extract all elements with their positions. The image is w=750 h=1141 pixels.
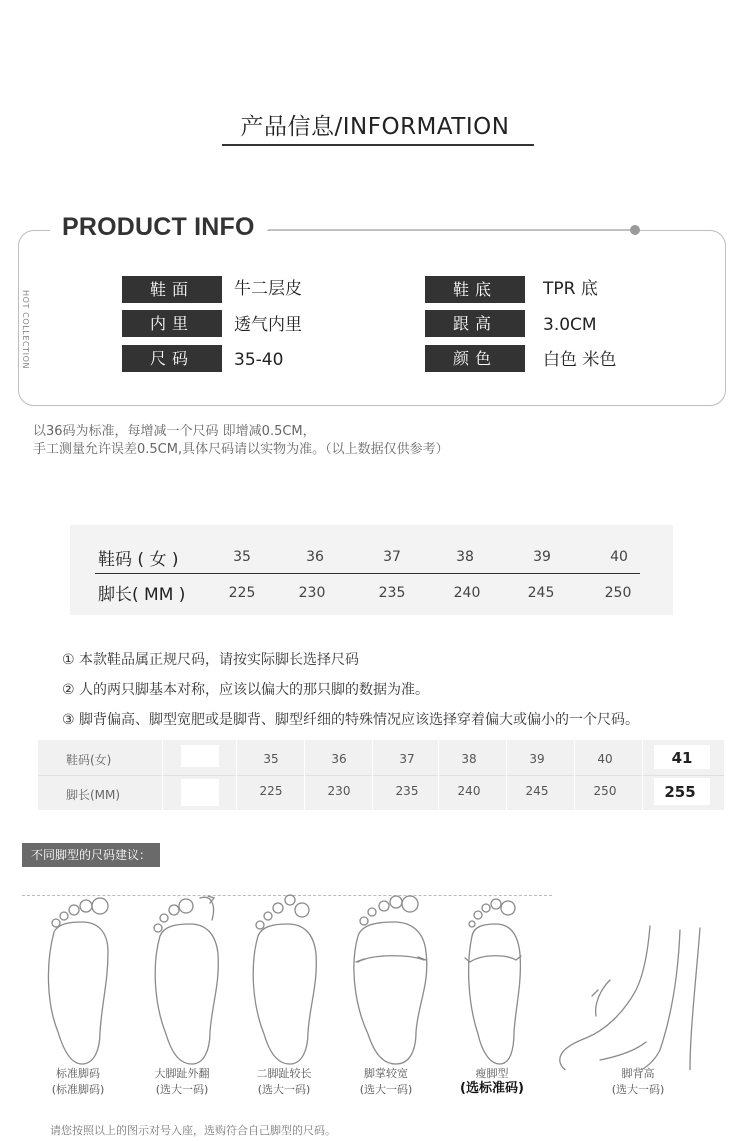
size-cell: 38 <box>456 549 474 565</box>
page-title: 产品信息/INFORMATION <box>240 114 510 140</box>
heading-rule <box>268 229 634 230</box>
size-table-2-divider <box>38 775 724 776</box>
title-underline <box>222 144 534 146</box>
table-2-column-rule <box>506 740 507 810</box>
foot-advice-label: (标准脚码) <box>51 1083 105 1096</box>
foot-guide-banner: 不同脚型的尺码建议： <box>22 843 160 867</box>
size-table-divider <box>95 573 640 574</box>
table-2-length-cell: 250 <box>593 784 617 798</box>
foot-advice-label: (选大一码) <box>359 1083 413 1096</box>
foot-type-label: 大脚趾外翻 <box>154 1067 210 1080</box>
length-cell: 245 <box>527 585 555 601</box>
length-cell: 240 <box>453 585 481 601</box>
foot-type-label: 脚掌较宽 <box>364 1067 408 1080</box>
length-cell: 225 <box>228 585 256 601</box>
length-cell: 235 <box>378 585 406 601</box>
spec-label-color: 颜色 <box>425 345 525 372</box>
foot-guide-note: 请您按照以上的图示对号入座，选购符合自己脚型的尺码。 <box>50 1124 336 1137</box>
table-2-length-cell: 235 <box>395 784 419 798</box>
table-2-column-rule <box>372 740 373 810</box>
spec-label-size: 尺码 <box>122 345 222 372</box>
table-2-column-rule <box>642 740 643 810</box>
long-second-toe-foot-icon <box>253 895 316 1064</box>
foot-advice-label: (选标准码) <box>460 1081 524 1096</box>
spec-value-heel: 3.0CM <box>543 315 597 335</box>
table-2-length-cell: 225 <box>259 784 283 798</box>
heading-dot <box>630 225 640 235</box>
size-cell: 37 <box>383 549 401 565</box>
foot-type-label: 瘦脚型 <box>475 1067 509 1080</box>
table-2-size-label: 鞋码(女) <box>66 753 112 767</box>
table-2-length-cell: 240 <box>457 784 481 798</box>
table-2-column-rule <box>438 740 439 810</box>
product-info-heading: PRODUCT INFO <box>50 213 267 242</box>
size-cell: 39 <box>533 549 551 565</box>
table-2-column-rule <box>236 740 237 810</box>
table-2-size-cell: 40 <box>597 752 613 766</box>
table-2-column-rule <box>162 740 163 810</box>
table-2-blank-cell <box>181 779 219 806</box>
wide-foot-icon <box>354 896 427 1064</box>
table-2-size-cell: 39 <box>529 752 545 766</box>
table-2-length-label: 脚长(MM) <box>66 788 121 802</box>
foot-advice-label: (选大一码) <box>611 1083 665 1096</box>
foot-type-label: 标准脚码 <box>56 1067 100 1080</box>
spec-label-upper: 鞋面 <box>122 276 222 303</box>
bunion-foot-icon <box>154 896 218 1064</box>
length-cell: 230 <box>298 585 326 601</box>
spec-label-sole: 鞋底 <box>425 276 525 303</box>
table-2-size-cell: 35 <box>263 752 279 766</box>
table-2-length-cell: 245 <box>525 784 549 798</box>
foot-advice-label: (选大一码) <box>257 1083 311 1096</box>
table-2-column-rule <box>574 740 575 810</box>
size-cell: 40 <box>610 549 628 565</box>
fit-note-2: ② 人的两只脚基本对称，应该以偏大的那只脚的数据为准。 <box>62 682 429 698</box>
size-cell: 36 <box>306 549 324 565</box>
extra-length-value: 255 <box>664 783 696 801</box>
spec-label-heel: 跟高 <box>425 310 525 337</box>
extra-size-value: 41 <box>671 749 693 767</box>
spec-value-color: 白色 米色 <box>543 350 617 370</box>
fit-note-1: ① 本款鞋品属正规尺码，请按实际脚长选择尺码 <box>62 652 359 668</box>
size-row-label: 鞋码 ( 女 ) <box>98 550 179 570</box>
foot-type-label: 二脚趾较长 <box>256 1067 312 1080</box>
table-2-length-cell: 230 <box>327 784 351 798</box>
table-2-column-rule <box>304 740 305 810</box>
spec-value-upper: 牛二层皮 <box>234 279 302 299</box>
fit-note-3: ③ 脚背偏高、脚型宽肥或是脚背、脚型纤细的特殊情况应该选择穿着偏大或偏小的一个尺码。 <box>62 712 639 728</box>
table-2-size-cell: 36 <box>331 752 347 766</box>
length-row-label: 脚长( MM ) <box>98 585 186 605</box>
side-collection-label: HOT COLLECTION <box>21 290 30 370</box>
slim-foot-icon <box>465 899 521 1064</box>
table-2-size-cell: 37 <box>399 752 415 766</box>
spec-label-lining: 内里 <box>122 310 222 337</box>
standard-foot-icon <box>48 898 108 1064</box>
table-2-blank-cell <box>181 745 219 767</box>
size-note-1: 以36码为标准，每增减一个尺码 即增减0.5CM， <box>33 424 316 439</box>
high-instep-foot-icon <box>560 926 700 1070</box>
foot-advice-label: (选大一码) <box>155 1083 209 1096</box>
table-2-size-cell: 38 <box>461 752 477 766</box>
size-note-2: 手工测量允许误差0.5CM,具体尺码请以实物为准。（以上数据仅供参考） <box>33 442 449 457</box>
foot-illustrations <box>0 880 750 1070</box>
foot-type-label: 脚背高 <box>621 1067 655 1080</box>
size-cell: 35 <box>233 549 251 565</box>
spec-value-sole: TPR 底 <box>543 279 598 299</box>
spec-value-size: 35-40 <box>234 350 284 370</box>
length-cell: 250 <box>604 585 632 601</box>
spec-value-lining: 透气内里 <box>234 315 302 335</box>
